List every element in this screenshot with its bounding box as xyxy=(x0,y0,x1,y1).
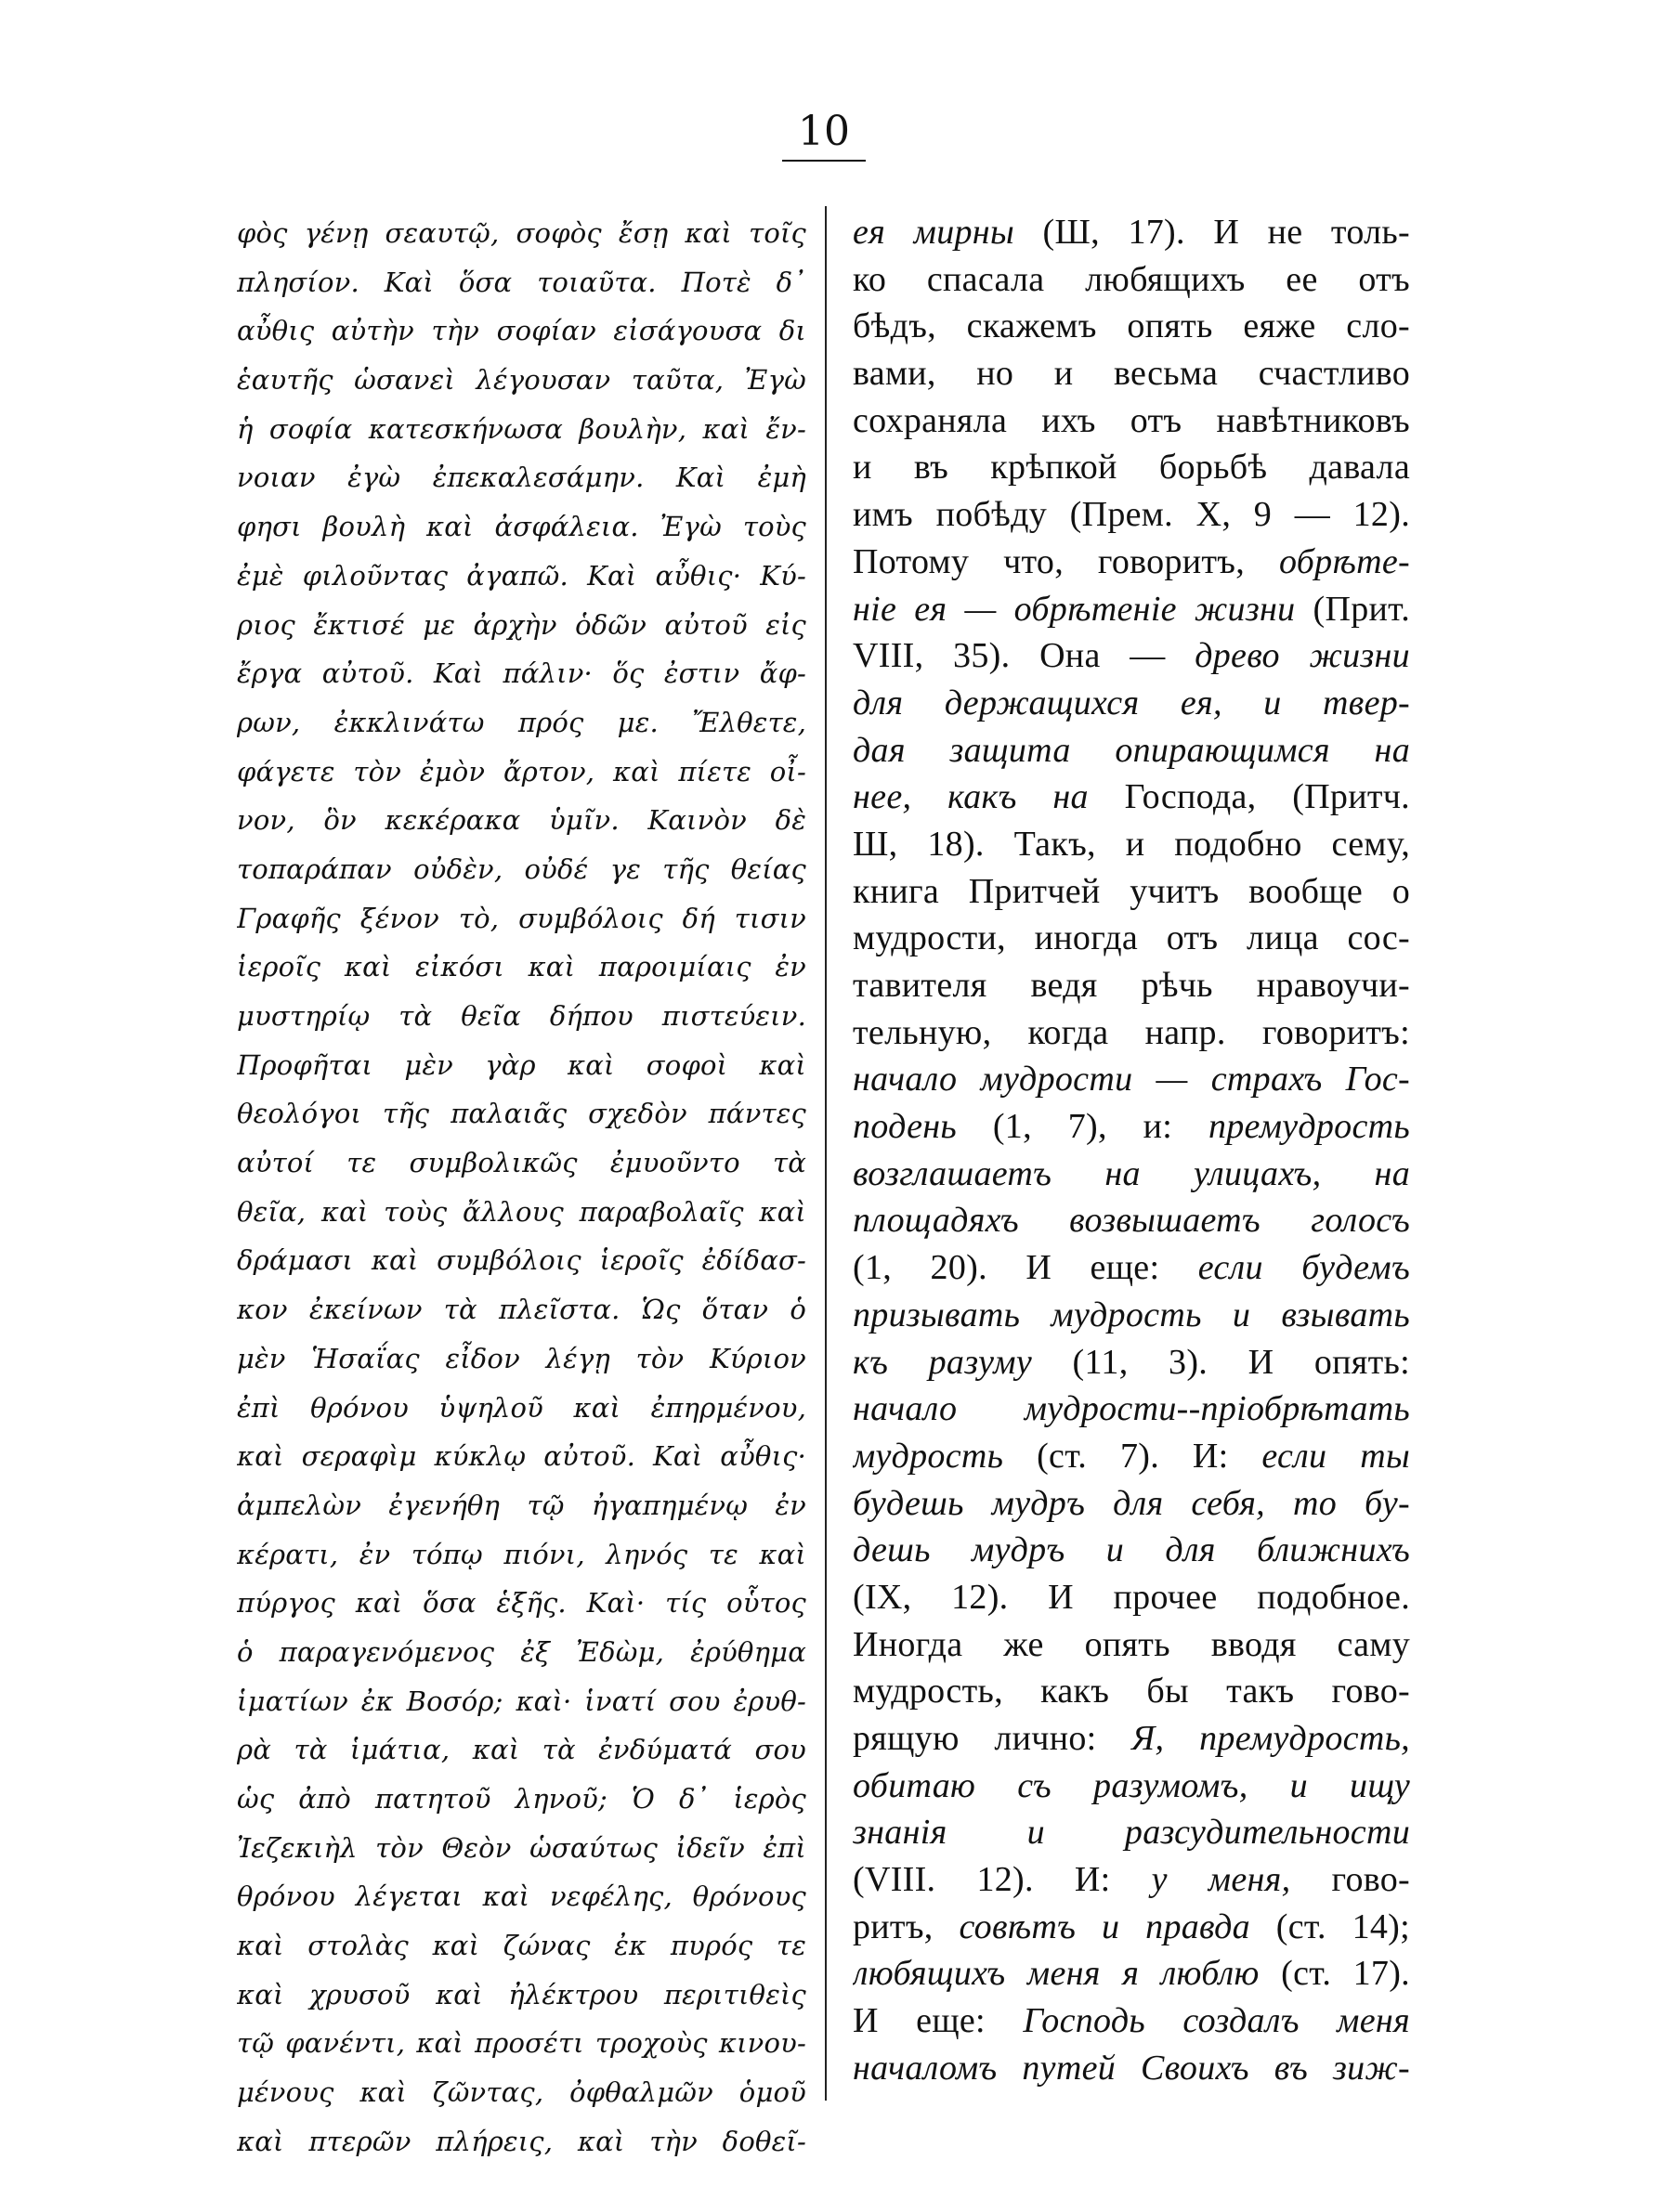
text-segment: (Ш, 17). И не толь- xyxy=(1014,213,1410,252)
greek-text-line: δράμασι καὶ συμβόλοις ἱεροῖς ἐδίδασ- xyxy=(237,1244,806,1277)
italic-quote-segment: начало мудрости — страхъ Гос- xyxy=(853,1060,1410,1099)
italic-quote-segment: если ты xyxy=(1261,1436,1410,1476)
greek-text-line: ρὰ τὰ ἱμάτια, καὶ τὰ ἐνδύματά σου xyxy=(237,1734,806,1766)
greek-text-line: ἡ σοφία κατεσκήνωσα βουλὴν, καὶ ἔν- xyxy=(237,412,806,445)
italic-quote-segment: обитаю съ разумомъ, и ищу xyxy=(853,1765,1410,1805)
greek-text-line: κον ἐκείνων τὰ πλεῖστα. Ὡς ὅταν ὁ xyxy=(237,1294,806,1326)
text-segment: книга Притчей учитъ вообще о xyxy=(853,871,1410,911)
russian-text-line xyxy=(853,1950,1410,1997)
italic-quote-segment: площадяхъ возвышаетъ голосъ xyxy=(853,1201,1410,1241)
russian-text-line xyxy=(853,444,1410,491)
russian-text-line xyxy=(853,1197,1410,1244)
italic-quote-segment: началомъ путей Своихъ въ зиж- xyxy=(853,2048,1410,2088)
russian-text-line xyxy=(853,1621,1410,1669)
italic-quote-segment: ніе ея — обрѣтеніе жизни xyxy=(853,589,1296,629)
text-segment: гово- xyxy=(1290,1860,1410,1900)
greek-text-line: τῷ φανέντι, καὶ προσέτι τροχοὺς κινου- xyxy=(237,2027,806,2060)
italic-quote-segment: знанія и разсудительности xyxy=(853,1813,1410,1853)
greek-text-line: φὸς γένῃ σεαυτῷ, σοφὸς ἔσῃ καὶ τοῖς xyxy=(237,217,806,249)
italic-quote-segment: дешь мудръ и для ближнихъ xyxy=(853,1530,1410,1570)
russian-text-line xyxy=(853,1009,1410,1057)
russian-text-line xyxy=(853,350,1410,397)
greek-text-line: Προφῆται μὲν γὰρ καὶ σοφοὶ καὶ xyxy=(237,1048,806,1081)
text-segment: (11, 3). И опять: xyxy=(1032,1342,1410,1382)
russian-text-line xyxy=(853,539,1410,586)
italic-quote-segment: если будемъ xyxy=(1197,1248,1410,1288)
greek-text-line: καὶ χρυσοῦ καὶ ἠλέκτρου περιτιθεὶς xyxy=(237,1978,806,2010)
text-segment: мудрости, иногда отъ лица сос- xyxy=(853,918,1410,958)
text-segment: ко спасала любящихъ ее отъ xyxy=(853,259,1410,299)
greek-text-line: νον, ὃν κεκέρακα ὑμῖν. Καινὸν δὲ xyxy=(237,804,806,837)
italic-quote-segment: премудрость xyxy=(1208,1107,1410,1147)
russian-text-line xyxy=(853,1574,1410,1621)
greek-text-line: θρόνου λέγεται καὶ νεφέλης, θρόνους xyxy=(237,1880,806,1913)
page-number: 10 xyxy=(782,110,866,162)
greek-text-line: αὖθις αὐτὴν τὴν σοφίαν εἰσάγουσα δι xyxy=(237,315,806,347)
greek-text-column xyxy=(237,209,806,2166)
text-segment: (Прит. xyxy=(1295,589,1410,629)
text-segment: (ст. 17). xyxy=(1259,1954,1410,1994)
column-divider xyxy=(825,206,827,2101)
text-segment: (1, 7), и: xyxy=(957,1107,1208,1147)
greek-text-line: μυστηρίῳ τὰ θεῖα δήπου πιστεύειν. xyxy=(237,1000,806,1032)
greek-text-line: ἱματίων ἐκ Βοσόρ; καὶ· ἱνατί σου ἐρυθ- xyxy=(237,1685,806,1717)
greek-text-line: κέρατι, ἐν τόπῳ πιόνι, ληνός τε καὶ xyxy=(237,1538,806,1570)
italic-quote-segment: обрѣте- xyxy=(1278,541,1410,581)
text-segment: Иногда же опять вводя саму xyxy=(853,1624,1410,1664)
russian-text-line xyxy=(853,1292,1410,1339)
greek-text-line: Γραφῆς ξένον τὸ, συμβόλοις δή τισιν xyxy=(237,902,806,934)
russian-text-line xyxy=(853,1668,1410,1715)
russian-text-line xyxy=(853,1904,1410,1951)
greek-text-line: νοιαν ἐγὼ ἐπεκαλεσάμην. Καὶ ἐμὴ xyxy=(237,462,806,494)
greek-text-line: ὡς ἀπὸ πατητοῦ ληνοῦ; Ὁ δ᾽ ἱερὸς xyxy=(237,1783,806,1815)
italic-quote-segment: будешь мудръ для себя, то бу- xyxy=(853,1483,1410,1523)
text-segment: (ст. 7). И: xyxy=(1003,1436,1262,1476)
italic-quote-segment: нее, какъ на xyxy=(853,777,1089,817)
italic-quote-segment: любящихъ меня я люблю xyxy=(853,1954,1260,1994)
italic-quote-segment: начало мудрости--пріобрѣтать xyxy=(853,1389,1410,1429)
greek-text-line: μένους καὶ ζῶντας, ὀφθαλμῶν ὁμοῦ xyxy=(237,2076,806,2109)
greek-text-line: θεολόγοι τῆς παλαιᾶς σχεδὸν πάντες xyxy=(237,1098,806,1130)
russian-text-line xyxy=(853,1809,1410,1856)
russian-text-line xyxy=(853,821,1410,868)
russian-text-line xyxy=(853,727,1410,774)
greek-text-line: αὐτοί τε συμβολικῶς ἐμυοῦντο τὰ xyxy=(237,1147,806,1179)
text-segment: И еще: xyxy=(853,2001,1024,2041)
text-segment: бѣдъ, скажемъ опять еяже сло- xyxy=(853,306,1410,346)
text-segment: тельную, когда напр. говоритъ: xyxy=(853,1012,1410,1052)
italic-quote-segment: для держащихся ея, и твер- xyxy=(853,683,1410,722)
russian-text-line xyxy=(853,1339,1410,1386)
text-segment: тавителя ведя рѣчь нравоучи- xyxy=(853,966,1410,1005)
text-segment: VIII, 35). Она — xyxy=(853,636,1195,676)
greek-text-line: μὲν Ἡσαΐας εἶδον λέγῃ τὸν Κύριον xyxy=(237,1342,806,1374)
greek-text-line: ἐπὶ θρόνου ὑψηλοῦ καὶ ἐπηρμένου, xyxy=(237,1391,806,1424)
russian-text-line xyxy=(853,632,1410,680)
text-segment: Ш, 18). Такъ, и подобно сему, xyxy=(853,824,1410,864)
greek-text-line: ἐμὲ φιλοῦντας ἀγαπῶ. Καὶ αὖθις· Κύ- xyxy=(237,559,806,592)
russian-text-line xyxy=(853,774,1410,821)
italic-quote-segment: мудрость xyxy=(853,1436,1004,1476)
text-segment: (ст. 14); xyxy=(1249,1906,1410,1946)
russian-text-line xyxy=(853,1856,1410,1904)
russian-text-line xyxy=(853,1151,1410,1198)
russian-text-line xyxy=(853,303,1410,350)
greek-text-line: φησι βουλὴ καὶ ἀσφάλεια. Ἐγὼ τοὺς xyxy=(237,511,806,543)
russian-text-line xyxy=(853,491,1410,539)
greek-text-line: τοπαράπαν οὐδὲν, οὐδέ γε τῆς θείας xyxy=(237,852,806,885)
russian-text-line xyxy=(853,1527,1410,1574)
text-segment: мудрость, какъ бы такъ гово- xyxy=(853,1672,1410,1711)
text-segment: имъ побѣду (Прем. X, 9 — 12). xyxy=(853,495,1410,535)
russian-text-line xyxy=(853,868,1410,916)
russian-text-line xyxy=(853,1715,1410,1763)
russian-text-column xyxy=(853,209,1410,2092)
russian-text-line xyxy=(853,680,1410,727)
italic-quote-segment: Я, премудрость, xyxy=(1131,1719,1410,1758)
greek-text-line: ριος ἔκτισέ με ἀρχὴν ὁδῶν αὐτοῦ εἰς xyxy=(237,608,806,641)
text-segment: ритъ, xyxy=(853,1906,960,1946)
russian-text-line xyxy=(853,1763,1410,1810)
text-segment: сохраняла ихъ отъ навѣтниковъ xyxy=(853,400,1410,440)
greek-text-line: θεῖα, καὶ τοὺς ἄλλους παραβολαῖς καὶ xyxy=(237,1195,806,1228)
russian-text-line xyxy=(853,397,1410,445)
russian-text-line xyxy=(853,1244,1410,1292)
russian-text-line xyxy=(853,586,1410,633)
italic-quote-segment: призывать мудрость и взывать xyxy=(853,1295,1410,1334)
russian-text-line xyxy=(853,209,1410,256)
russian-text-line xyxy=(853,915,1410,962)
text-segment: (IX, 12). И прочее подобное. xyxy=(853,1577,1410,1617)
greek-text-line: καὶ πτερῶν πλήρεις, καὶ τὴν δοθεῖ- xyxy=(237,2125,806,2157)
greek-text-line: ἀμπελὼν ἐγενήθη τῷ ἠγαπημένῳ ἐν xyxy=(237,1489,806,1521)
italic-quote-segment: Господь создалъ меня xyxy=(1023,2001,1410,2041)
greek-text-line: φάγετε τὸν ἐμὸν ἄρτον, καὶ πίετε οἶ- xyxy=(237,755,806,787)
italic-quote-segment: къ разуму xyxy=(853,1342,1033,1382)
text-segment: Господа, (Притч. xyxy=(1088,777,1410,817)
text-segment: (1, 20). И еще: xyxy=(853,1248,1198,1288)
italic-quote-segment: совѣтъ и правда xyxy=(959,1906,1250,1946)
greek-text-line: ὁ παραγενόμενος ἐξ Ἐδὼμ, ἐρύθημα xyxy=(237,1635,806,1668)
italic-quote-segment: дая защита опирающимся на xyxy=(853,730,1410,770)
greek-text-line: ἱεροῖς καὶ εἰκόσι καὶ παροιμίαις ἐν xyxy=(237,951,806,983)
russian-text-line xyxy=(853,1386,1410,1433)
text-segment: и въ крѣпкой борьбѣ давала xyxy=(853,448,1410,488)
greek-text-line: πύργος καὶ ὅσα ἑξῆς. Καὶ· τίς οὗτος xyxy=(237,1587,806,1620)
text-segment: рящую лично: xyxy=(853,1719,1132,1758)
greek-text-line: Ἰεζεκιὴλ τὸν Θεὸν ὡσαύτως ἰδεῖν ἐπὶ xyxy=(237,1831,806,1864)
text-segment: вами, но и весьма счастливо xyxy=(853,354,1410,394)
russian-text-line xyxy=(853,1056,1410,1103)
russian-text-line xyxy=(853,962,1410,1009)
text-segment: Потому что, говоритъ, xyxy=(853,541,1279,581)
greek-text-line: ἔργα αὐτοῦ. Καὶ πάλιν· ὅς ἐστιν ἄφ- xyxy=(237,657,806,690)
russian-text-line xyxy=(853,2045,1410,2092)
russian-text-line xyxy=(853,1997,1410,2045)
text-segment: (VIII. 12). И: xyxy=(853,1860,1152,1900)
greek-text-line: ρων, ἐκκλινάτω πρός με. Ἔλθετε, xyxy=(237,706,806,738)
russian-text-line xyxy=(853,1433,1410,1480)
russian-text-line xyxy=(853,1103,1410,1151)
italic-quote-segment: ея мирны xyxy=(853,213,1014,252)
italic-quote-segment: подень xyxy=(853,1107,957,1147)
italic-quote-segment: возглашаетъ на улицахъ, на xyxy=(853,1153,1410,1193)
greek-text-line: πλησίον. Καὶ ὅσα τοιαῦτα. Ποτὲ δ᾽ xyxy=(237,266,806,298)
greek-text-line: καὶ σεραφὶμ κύκλῳ αὐτοῦ. Καὶ αὖθις· xyxy=(237,1440,806,1473)
greek-text-line: καὶ στολὰς καὶ ζώνας ἐκ πυρός τε xyxy=(237,1930,806,1962)
russian-text-line xyxy=(853,256,1410,304)
greek-text-line: ἑαυτῆς ὡσανεὶ λέγουσαν ταῦτα, Ἐγὼ xyxy=(237,364,806,397)
italic-quote-segment: у меня, xyxy=(1151,1860,1291,1900)
italic-quote-segment: древо жизни xyxy=(1195,636,1410,676)
russian-text-line xyxy=(853,1480,1410,1528)
